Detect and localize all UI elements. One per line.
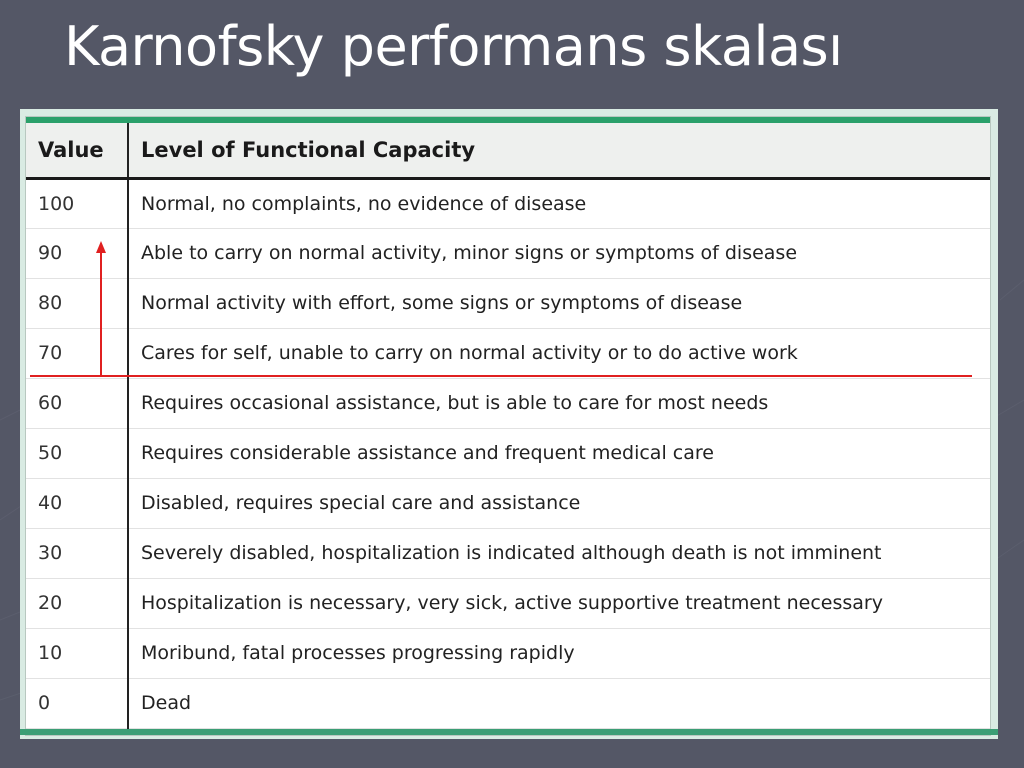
row-description: Moribund, fatal processes progressing rapidly: [128, 628, 990, 678]
row-description: Normal, no complaints, no evidence of disease: [128, 178, 990, 228]
table-row: [26, 328, 990, 378]
table-bottom-accent: [20, 729, 998, 735]
row-description: Requires considerable assistance and frequent medical care: [128, 428, 990, 478]
table-row: [26, 228, 990, 278]
table-header-row: [26, 123, 990, 178]
table-row: [26, 478, 990, 528]
table-container: [25, 116, 991, 736]
table-row: [26, 178, 990, 228]
table-row: [26, 378, 990, 428]
row-value: 30: [26, 528, 128, 578]
table-frame: [20, 109, 998, 739]
row-description: Requires occasional assistance, but is able to care for most needs: [128, 378, 990, 428]
row-description: Severely disabled, hospitalization is indicated although death is not imminent: [128, 528, 990, 578]
row-description: Cares for self, unable to carry on normal activity or to do active work: [128, 328, 990, 378]
row-value: 60: [26, 378, 128, 428]
row-value: 100: [26, 178, 128, 228]
row-value: 90: [26, 228, 128, 278]
slide-title: Karnofsky performans skalası: [64, 15, 843, 78]
row-description: Able to carry on normal activity, minor signs or symptoms of disease: [128, 228, 990, 278]
table-row: [26, 628, 990, 678]
row-value: 80: [26, 278, 128, 328]
karnofsky-table: [26, 123, 990, 729]
row-value: 70: [26, 328, 128, 378]
row-description: Dead: [128, 678, 990, 728]
row-description: Hospitalization is necessary, very sick, active supportive treatment necessary: [128, 578, 990, 628]
column-header-description: Level of Functional Capacity: [128, 123, 990, 178]
column-header-value: Value: [26, 123, 128, 178]
row-value: 50: [26, 428, 128, 478]
row-value: 20: [26, 578, 128, 628]
table-row: [26, 278, 990, 328]
row-description: Normal activity with effort, some signs or symptoms of disease: [128, 278, 990, 328]
row-value: 10: [26, 628, 128, 678]
row-description: Disabled, requires special care and assistance: [128, 478, 990, 528]
table-row: [26, 528, 990, 578]
table-row: [26, 428, 990, 478]
row-value: 40: [26, 478, 128, 528]
table-row: [26, 678, 990, 728]
table-row: [26, 578, 990, 628]
row-value: 0: [26, 678, 128, 728]
